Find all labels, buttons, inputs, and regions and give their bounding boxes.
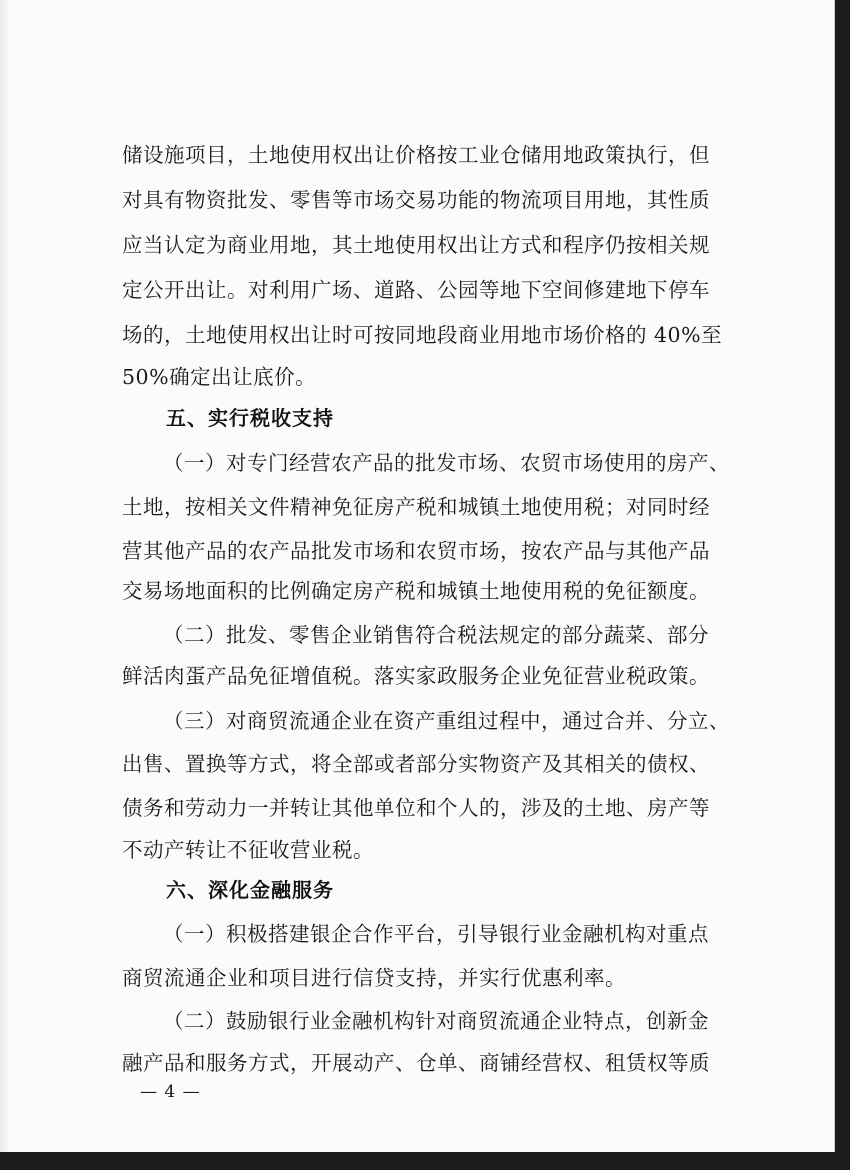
body-line: 交易场地面积的比例确定房产税和城镇土地使用税的免征额度。 [122, 579, 710, 603]
body-line: （三）对商贸流通企业在资产重组过程中，通过合并、分立、 [163, 709, 730, 733]
body-line: 出售、置换等方式，将全部或者部分实物资产及其相关的债权、 [122, 752, 710, 776]
body-line: 债务和劳动力一并转让其他单位和个人的，涉及的土地、房产等 [122, 796, 710, 820]
body-line: 土地，按相关文件精神免征房产税和城镇土地使用税；对同时经 [122, 495, 710, 519]
body-line: 场的，土地使用权出让时可按同地段商业用地市场价格的 40%至 [122, 323, 723, 347]
section-heading: 五、实行税收支持 [166, 406, 334, 430]
body-line: 定公开出让。对利用广场、道路、公园等地下空间修建地下停车 [122, 278, 710, 302]
section-heading: 六、深化金融服务 [166, 878, 334, 902]
page-number: — 4 — [140, 1082, 201, 1102]
body-line: 商贸流通企业和项目进行信贷支持，并实行优惠利率。 [122, 966, 626, 990]
body-line: 融产品和服务方式，开展动产、仓单、商铺经营权、租赁权等质 [122, 1051, 710, 1075]
body-line: （一）对专门经营农产品的批发市场、农贸市场使用的房产、 [163, 451, 730, 475]
body-line: 对具有物资批发、零售等市场交易功能的物流项目用地，其性质 [122, 188, 710, 212]
body-line: 不动产转让不征收营业税。 [122, 838, 374, 862]
body-line: 营其他产品的农产品批发市场和农贸市场，按农产品与其他产品 [122, 539, 710, 563]
page-edge-shadow [0, 0, 10, 1152]
body-line: 50%确定出让底价。 [122, 365, 317, 389]
body-line: （二）批发、零售企业销售符合税法规定的部分蔬菜、部分 [163, 623, 709, 647]
body-line: （二）鼓励银行业金融机构针对商贸流通企业特点，创新金 [163, 1009, 709, 1033]
body-line: 储设施项目，土地使用权出让价格按工业仓储用地政策执行，但 [122, 143, 710, 167]
body-line: （一）积极搭建银企合作平台，引导银行业金融机构对重点 [163, 922, 709, 946]
body-line: 鲜活肉蛋产品免征增值税。落实家政服务企业免征营业税政策。 [122, 664, 710, 688]
body-line: 应当认定为商业用地，其土地使用权出让方式和程序仍按相关规 [122, 233, 710, 257]
